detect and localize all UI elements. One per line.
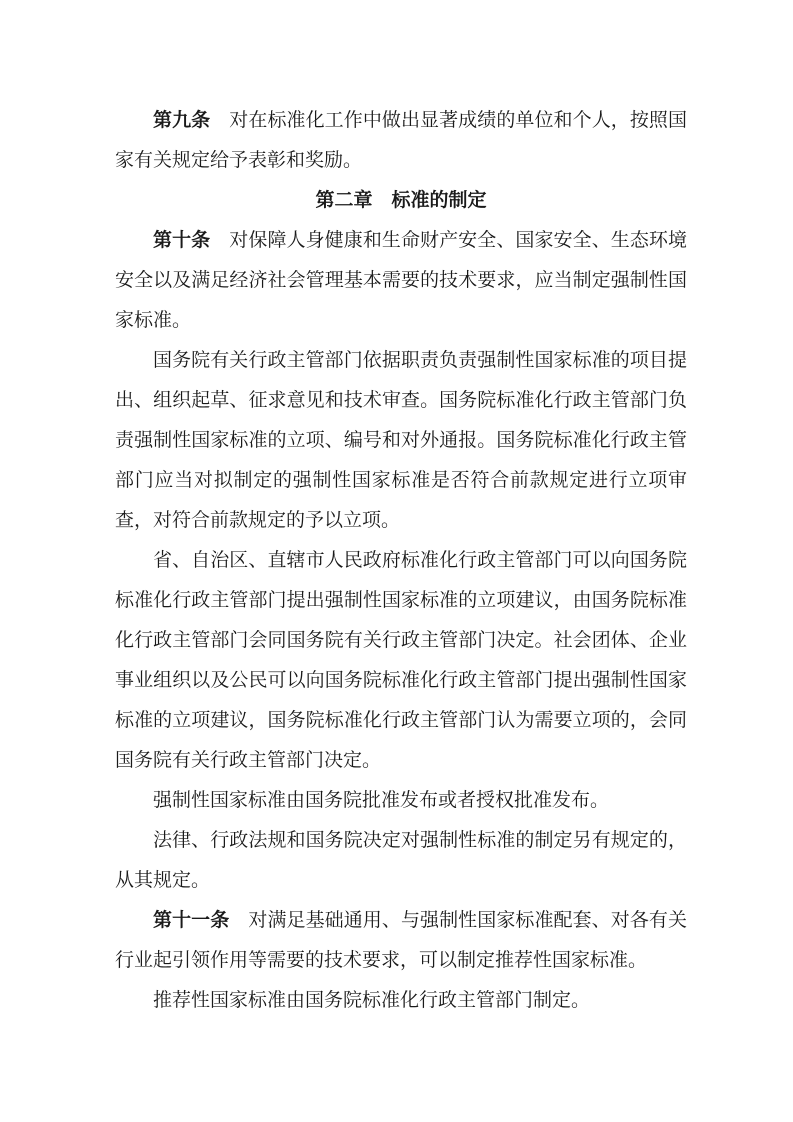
article-10-clause-4: 强制性国家标准由国务院批准发布或者授权批准发布。 — [153, 790, 610, 811]
article-10-paragraph — [115, 221, 687, 341]
article-11-number: 第十一条 — [153, 910, 230, 931]
chapter-2-heading: 第二章 标准的制定 — [315, 190, 487, 211]
article-10-number: 第十条 — [153, 230, 211, 251]
article-10-clause-3: 省、自治区、直辖市人民政府标准化行政主管部门可以向国务院标准化行政主管部门提出强制性国家标准的立项建议，由国务院标准化行政主管部门会同国务院有关行政主管部门决定。社会团体、企业事业组织以及公民可以向国务院标准化行政主管部门提出强制性国家标准的立项建议，国务院标准化行政主管部门认为需要立项的，会同国务院有关行政主管部门决定。 — [115, 550, 687, 771]
article-9-text: 对在标准化工作中做出显著成绩的单位和个人，按照国家有关规定给予表彰和奖励。 — [115, 110, 687, 171]
article-10-clause-5: 法律、行政法规和国务院决定对强制性标准的制定另有规定的，从其规定。 — [115, 830, 687, 891]
article-10-clause-2: 国务院有关行政主管部门依据职责负责强制性国家标准的项目提出、组织起草、征求意见和技术审查。国务院标准化行政主管部门负责强制性国家标准的立项、编号和对外通报。国务院标准化行政主管部门应当对拟制定的强制性国家标准是否符合前款规定进行立项审查，对符合前款规定的予以立项。 — [115, 350, 687, 531]
article-11-clause-2: 推荐性国家标准由国务院标准化行政主管部门制定。 — [153, 990, 591, 1011]
article-9-number: 第九条 — [153, 110, 211, 131]
article-9-paragraph — [115, 101, 687, 181]
article-11-paragraph — [115, 901, 687, 981]
article-10-text: 对保障人身健康和生命财产安全、国家安全、生态环境安全以及满足经济社会管理基本需要的技术要求，应当制定强制性国家标准。 — [115, 230, 687, 331]
article-11-text: 对满足基础通用、与强制性国家标准配套、对各有关行业起引领作用等需要的技术要求，可以制定推荐性国家标准。 — [115, 910, 687, 971]
